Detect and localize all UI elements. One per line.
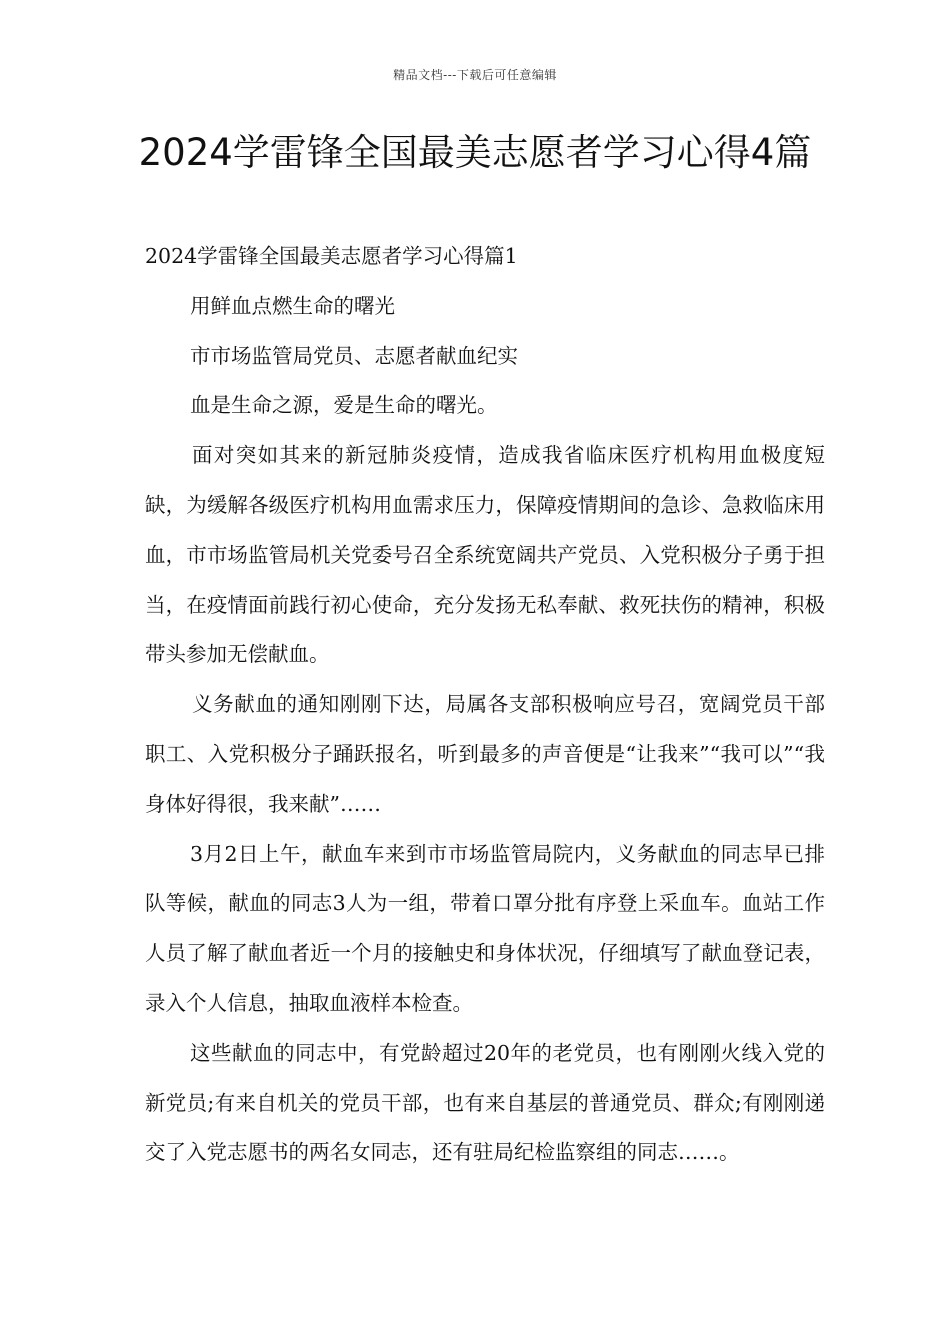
article-subheadline: 市市场监管局党员、志愿者献血纪实 [190,343,518,368]
body-paragraph: 这些献血的同志中，有党龄超过20年的老党员，也有刚刚火线入党的新党员;有来自机关的党员干部，也有来自基层的普通党员、群众;有刚刚递交了入党志愿书的两名女同志，还有驻局纪检监察组的同志……。 [145,1040,825,1165]
section-heading: 2024学雷锋全国最美志愿者学习心得篇1 [145,244,518,268]
document-body [145,232,825,1178]
body-paragraph: 义务献血的通知刚刚下达，局属各支部积极响应号召，宽阔党员干部职工、入党积极分子踊跃报名，听到最多的声音便是“让我来”“我可以”“我身体好得很，我来献”…… [145,692,825,816]
body-paragraph: 血是生命之源，爱是生命的曙光。 [190,393,498,418]
body-paragraph: 3月2日上午，献血车来到市市场监管局院内，义务献血的同志早已排队等候，献血的同志3人为一组，带着口罩分批有序登上采血车。血站工作人员了解了献血者近一个月的接触史和身体状况，仔细填写了献血登记表，录入个人信息，抽取血液样本检查。 [145,841,825,1015]
header-note: 精品文档---下载后可任意编辑 [393,68,557,82]
article-headline: 用鲜血点燃生命的曙光 [190,293,395,318]
body-paragraph: 面对突如其来的新冠肺炎疫情，造成我省临床医疗机构用血极度短缺，为缓解各级医疗机构用血需求压力，保障疫情期间的急诊、急救临床用血，市市场监管局机关党委号召全系统宽阔共产党员、入党积极分子勇于担当，在疫情面前践行初心使命，充分发扬无私奉献、救死扶伤的精神，积极带头参加无偿献血。 [145,443,825,667]
document-title: 2024学雷锋全国最美志愿者学习心得4篇 [138,131,812,174]
